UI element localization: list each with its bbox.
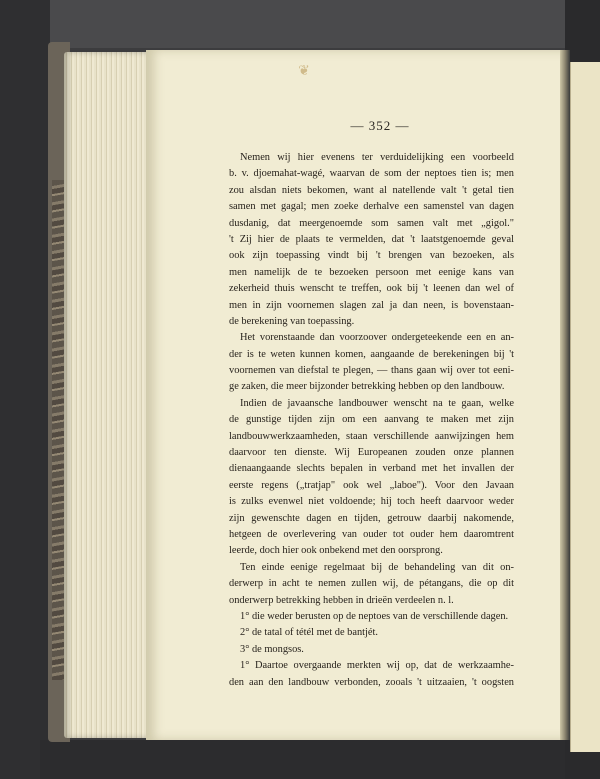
text-line: den aan den landbouw verbonden, zooals 't uitzaaien, 't oogsten [229, 676, 514, 688]
text-line: Nemen wij hier evenens ter verduidelijking een voorbeeld [240, 152, 514, 163]
background-bottom [40, 740, 565, 779]
text-line: zekerheid thuis wenscht te treffen, ook bij 't leenen dan wel of [229, 283, 514, 295]
text-line: voornemen van diefstal te plegen, — thans gaan wij over tot eeni- [229, 365, 514, 377]
text-line: hetgeen de overlevering van ouder tot ouder hem daaromtrent [229, 528, 514, 540]
text-line: 't Zij hier de plaats te vermelden, dat 't laatstgenoemde geval [229, 233, 514, 245]
text-line: Ten einde eenige regelmaat bij de behandeling van dit on- [240, 561, 514, 573]
text-line: eerste regens („tratjap" ook wel „laboe"). Voor den Javaan [229, 479, 514, 491]
text-line: Het vorenstaande dan voorzoover ondergeteekende een en an- [240, 332, 514, 344]
marbled-cover-edge [52, 180, 64, 680]
text-line: 1° Daartoe overgaande merkten wij op, dat de werkzaamhe- [240, 660, 514, 672]
text-line: zou alsdan niets bekomen, want al natellende valt 't getal tien [229, 184, 514, 196]
text-line: 2° de tatal of tétél met de bantjét. [240, 627, 379, 639]
text-line: is zulks evenwel niet voldoende; hij toch heeft daarvoor weder [229, 496, 514, 508]
text-line: leerde, doch hier ook onbekend met den oorsprong. [229, 545, 443, 557]
text-line: daarvoor ten dienste. Wij Europeanen zouden onze plannen [229, 447, 514, 459]
text-line: Indien de javaansche landbouwer wenscht na te gaan, welke [240, 397, 514, 409]
background-left [0, 0, 50, 779]
page-stack-edge [64, 52, 148, 738]
text-line: der is te weten kunnen komen, aangaande de berekeningen bij 't [229, 348, 514, 360]
library-stamp-icon: ❦ [298, 64, 310, 79]
facing-page-edge [570, 62, 600, 752]
page-number: — 352 — [350, 118, 410, 133]
text-line: de berekening van toepassing. [229, 315, 355, 327]
text-line: zijn gewenschte dagen en tijden, getrouw daarbij nakomende, [229, 512, 514, 524]
text-line: ge zaken, die meer bijzonder betrekking hebben op den landbouw. [229, 381, 505, 393]
book-gutter [560, 50, 570, 740]
text-line: dienaangaande slechts bepalen in verband met het invallen der [229, 463, 514, 475]
text-line: landbouwwerkzaamheden, staan verschillende aanwijzingen hem [229, 430, 514, 442]
text-line: onderwerp betrekking hebben in drieën verdeelen n. l. [229, 594, 454, 606]
background-top [40, 0, 565, 48]
text-line: dusdanig, dat meergenoemde som samen valt met „gigol." [229, 217, 514, 229]
text-line: men in zijn voornemen slagen zal ja dan neen, is bovenstaan- [229, 299, 514, 311]
text-line: b. v. djoemahat-wagé, waarvan de som der neptoes tien is; men [229, 168, 514, 180]
text-line: samen met gagal; men zoeke derhalve een samenstel van dagen [229, 201, 514, 213]
text-line: ook zijn toepassing vindt bij 't brengen van bezoeken, als [229, 250, 514, 262]
text-line: 3° de mongsos. [240, 643, 304, 655]
text-line: derwerp in acht te nemen zullen wij, de pétangans, die op dit [229, 578, 514, 590]
page-text [229, 150, 514, 691]
text-line: men namelijk de te bezoeken persoon met eenige kans van [229, 266, 514, 278]
text-line: 1° die weder berusten op de neptoes van de verschillende dagen. [240, 610, 509, 622]
text-line: de gunstige tijden zijn om een aanvang te maken met zijn [229, 414, 514, 426]
